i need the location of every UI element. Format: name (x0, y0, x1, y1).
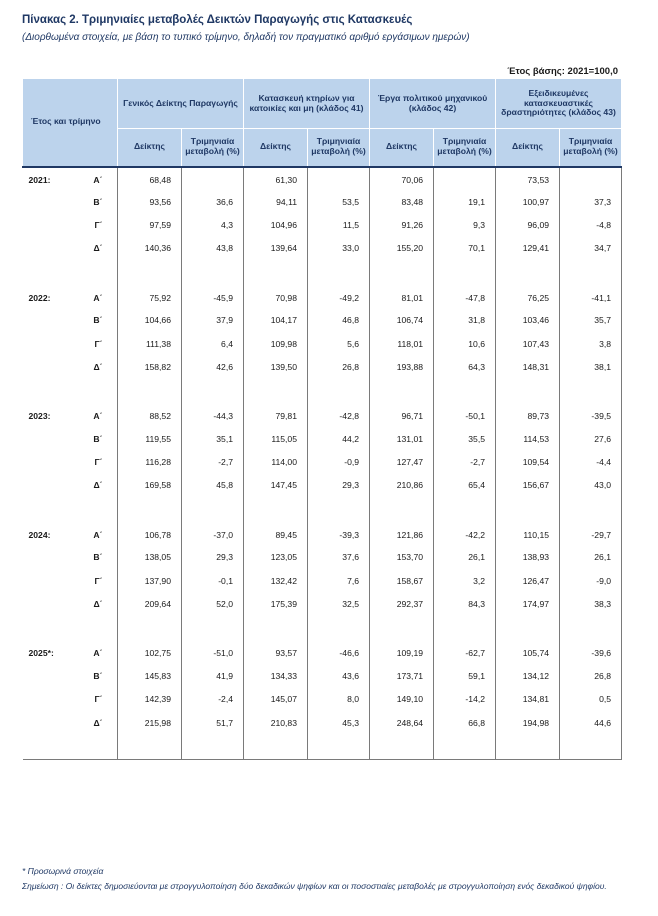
year-label: 2021: (28, 174, 51, 185)
change-cell: 26,1 (434, 546, 496, 569)
index-cell: 145,83 (118, 664, 182, 687)
change-cell: -39,3 (308, 522, 370, 545)
spacer-cell (308, 379, 370, 404)
change-cell: 38,3 (560, 592, 622, 615)
spacer-cell (370, 379, 434, 404)
index-cell: 104,96 (244, 213, 308, 236)
table-row (23, 569, 622, 592)
table-row (23, 190, 622, 213)
change-cell: -44,3 (182, 404, 244, 427)
spacer-cell (434, 497, 496, 522)
index-cell: 109,19 (370, 641, 434, 664)
subheader-index: Δείκτης (244, 129, 308, 167)
year-label: 2023: (28, 411, 51, 422)
change-cell: 32,5 (308, 592, 370, 615)
spacer-cell (496, 616, 560, 641)
quarter-label: Δ΄ (93, 243, 103, 254)
index-cell: 105,74 (496, 641, 560, 664)
change-cell: 4,3 (182, 213, 244, 236)
change-cell: -14,2 (434, 688, 496, 711)
spacer-cell (434, 616, 496, 641)
change-cell (308, 167, 370, 190)
spacer-cell (182, 379, 244, 404)
index-cell: 61,30 (244, 167, 308, 190)
change-cell: 11,5 (308, 213, 370, 236)
row-label (23, 522, 118, 545)
index-cell: 110,15 (496, 522, 560, 545)
index-cell: 193,88 (370, 355, 434, 378)
table-row (23, 308, 622, 331)
row-label (23, 404, 118, 427)
change-cell: 59,1 (434, 664, 496, 687)
change-cell: 42,6 (182, 355, 244, 378)
change-cell: 35,5 (434, 427, 496, 450)
change-cell: -49,2 (308, 285, 370, 308)
table-row (23, 427, 622, 450)
change-cell: -62,7 (434, 641, 496, 664)
index-cell: 292,37 (370, 592, 434, 615)
change-cell: 5,6 (308, 332, 370, 355)
spacer-cell (560, 497, 622, 522)
row-label (23, 167, 118, 190)
index-cell: 68,48 (118, 167, 182, 190)
index-cell: 209,64 (118, 592, 182, 615)
group-header-specialised: Εξειδικευμένες κατασκευαστικές δραστηριότητες (κλάδος 43) (496, 79, 622, 129)
change-cell: 43,0 (560, 474, 622, 497)
spacer-cell (244, 497, 308, 522)
index-cell: 148,31 (496, 355, 560, 378)
change-cell: 7,6 (308, 569, 370, 592)
index-cell: 138,05 (118, 546, 182, 569)
spacer-row (23, 260, 622, 285)
table-row (23, 711, 622, 734)
index-cell: 153,70 (370, 546, 434, 569)
spacer-cell (23, 260, 118, 285)
change-cell: 36,6 (182, 190, 244, 213)
base-year-label: Έτος βάσης: 2021=100,0 (507, 66, 618, 77)
change-cell (560, 167, 622, 190)
index-cell: 121,86 (370, 522, 434, 545)
index-cell: 156,67 (496, 474, 560, 497)
production-index-table (22, 78, 622, 760)
change-cell: -42,8 (308, 404, 370, 427)
index-cell: 104,66 (118, 308, 182, 331)
change-cell: 35,1 (182, 427, 244, 450)
spacer-cell (244, 379, 308, 404)
index-cell: 145,07 (244, 688, 308, 711)
spacer-cell (118, 379, 182, 404)
index-cell: 142,39 (118, 688, 182, 711)
change-cell: 37,3 (560, 190, 622, 213)
change-cell: 6,4 (182, 332, 244, 355)
spacer-cell (496, 379, 560, 404)
spacer-cell (308, 616, 370, 641)
spacer-cell (23, 497, 118, 522)
index-cell: 89,73 (496, 404, 560, 427)
table-row (23, 641, 622, 664)
quarter-label: Α΄ (93, 292, 103, 303)
change-cell: 35,7 (560, 308, 622, 331)
index-cell: 114,53 (496, 427, 560, 450)
spacer-row (23, 734, 622, 759)
index-cell: 76,25 (496, 285, 560, 308)
spacer-cell (496, 497, 560, 522)
row-label (23, 474, 118, 497)
quarter-label: Β΄ (93, 315, 103, 326)
change-cell: 10,6 (434, 332, 496, 355)
index-cell: 102,75 (118, 641, 182, 664)
spacer-row (23, 379, 622, 404)
index-cell: 96,09 (496, 213, 560, 236)
index-cell: 114,00 (244, 450, 308, 473)
row-label (23, 427, 118, 450)
change-cell: -51,0 (182, 641, 244, 664)
quarter-label: Δ΄ (93, 599, 103, 610)
change-cell: -2,7 (182, 450, 244, 473)
spacer-cell (434, 260, 496, 285)
change-cell: -47,8 (434, 285, 496, 308)
change-cell: 45,8 (182, 474, 244, 497)
subheader-index: Δείκτης (118, 129, 182, 167)
change-cell: 46,8 (308, 308, 370, 331)
spacer-row (23, 616, 622, 641)
spacer-cell (560, 734, 622, 759)
index-cell: 89,45 (244, 522, 308, 545)
change-cell: 26,8 (560, 664, 622, 687)
change-cell: -0,9 (308, 450, 370, 473)
change-cell: 33,0 (308, 237, 370, 260)
year-label: 2025*: (28, 648, 54, 659)
index-cell: 169,58 (118, 474, 182, 497)
spacer-cell (308, 734, 370, 759)
index-cell: 132,42 (244, 569, 308, 592)
index-cell: 97,59 (118, 213, 182, 236)
quarter-label: Β΄ (93, 433, 103, 444)
change-cell: 43,8 (182, 237, 244, 260)
change-cell: 51,7 (182, 711, 244, 734)
change-cell: -41,1 (560, 285, 622, 308)
table-subtitle: (Διορθωμένα στοιχεία, με βάση το τυπικό τρίμηνο, δηλαδή τον πραγματικό αριθμό εργάσιμων ημερών) (22, 32, 470, 43)
spacer-cell (23, 734, 118, 759)
index-cell: 129,41 (496, 237, 560, 260)
table-row (23, 355, 622, 378)
index-cell: 111,38 (118, 332, 182, 355)
index-cell: 210,86 (370, 474, 434, 497)
spacer-cell (560, 260, 622, 285)
change-cell: 70,1 (434, 237, 496, 260)
change-cell: -42,2 (434, 522, 496, 545)
group-header-buildings: Κατασκευή κτηρίων για κατοικίες και μη (κλάδος 41) (244, 79, 370, 129)
change-cell: -2,4 (182, 688, 244, 711)
table-row (23, 213, 622, 236)
change-cell: 19,1 (434, 190, 496, 213)
table-row (23, 522, 622, 545)
table-row (23, 592, 622, 615)
quarter-label: Γ΄ (94, 694, 103, 705)
quarter-label: Δ΄ (93, 480, 103, 491)
group-header-general: Γενικός Δείκτης Παραγωγής (118, 79, 244, 129)
spacer-cell (182, 616, 244, 641)
index-cell: 88,52 (118, 404, 182, 427)
index-cell: 106,78 (118, 522, 182, 545)
change-cell: 31,8 (434, 308, 496, 331)
spacer-cell (244, 616, 308, 641)
quarter-label: Δ΄ (93, 717, 103, 728)
index-cell: 127,47 (370, 450, 434, 473)
spacer-cell (182, 260, 244, 285)
index-cell: 94,11 (244, 190, 308, 213)
index-cell: 215,98 (118, 711, 182, 734)
row-label (23, 592, 118, 615)
row-label (23, 285, 118, 308)
index-cell: 70,06 (370, 167, 434, 190)
change-cell: -2,7 (434, 450, 496, 473)
index-cell: 75,92 (118, 285, 182, 308)
index-cell: 134,81 (496, 688, 560, 711)
row-label (23, 332, 118, 355)
change-cell: 37,6 (308, 546, 370, 569)
year-label: 2022: (28, 292, 51, 303)
quarter-label: Α΄ (93, 648, 103, 659)
change-cell (182, 167, 244, 190)
subheader-change: Τριμηνιαία μεταβολή (%) (434, 129, 496, 167)
index-cell: 73,53 (496, 167, 560, 190)
change-cell: 45,3 (308, 711, 370, 734)
index-cell: 81,01 (370, 285, 434, 308)
quarter-label: Γ΄ (94, 575, 103, 586)
index-cell: 158,67 (370, 569, 434, 592)
row-label (23, 355, 118, 378)
subheader-change: Τριμηνιαία μεταβολή (%) (560, 129, 622, 167)
row-label (23, 641, 118, 664)
row-label (23, 664, 118, 687)
change-cell: 53,5 (308, 190, 370, 213)
change-cell: -39,6 (560, 641, 622, 664)
index-cell: 91,26 (370, 213, 434, 236)
index-cell: 134,12 (496, 664, 560, 687)
index-cell: 131,01 (370, 427, 434, 450)
footnote-provisional: * Προσωρινά στοιχεία (22, 866, 104, 876)
index-cell: 115,05 (244, 427, 308, 450)
change-cell: -46,6 (308, 641, 370, 664)
index-cell: 147,45 (244, 474, 308, 497)
row-label (23, 688, 118, 711)
row-label (23, 711, 118, 734)
index-cell: 248,64 (370, 711, 434, 734)
spacer-cell (370, 497, 434, 522)
change-cell: 44,2 (308, 427, 370, 450)
quarter-label: Α΄ (93, 174, 103, 185)
change-cell: -39,5 (560, 404, 622, 427)
spacer-cell (182, 734, 244, 759)
table-row (23, 450, 622, 473)
change-cell (434, 167, 496, 190)
index-cell: 109,54 (496, 450, 560, 473)
change-cell: -50,1 (434, 404, 496, 427)
quarter-label: Γ΄ (94, 338, 103, 349)
spacer-cell (434, 734, 496, 759)
change-cell: -37,0 (182, 522, 244, 545)
change-cell: 66,8 (434, 711, 496, 734)
change-cell: 64,3 (434, 355, 496, 378)
index-cell: 139,50 (244, 355, 308, 378)
spacer-cell (560, 616, 622, 641)
table-row (23, 474, 622, 497)
change-cell: 3,2 (434, 569, 496, 592)
group-header-civil-engineering: Έργα πολιτικού μηχανικού (κλάδος 42) (370, 79, 496, 129)
index-cell: 134,33 (244, 664, 308, 687)
quarter-label: Β΄ (93, 196, 103, 207)
index-cell: 103,46 (496, 308, 560, 331)
index-cell: 194,98 (496, 711, 560, 734)
table-body (23, 167, 622, 760)
year-label: 2024: (28, 529, 51, 540)
spacer-cell (370, 260, 434, 285)
change-cell: 34,7 (560, 237, 622, 260)
index-cell: 109,98 (244, 332, 308, 355)
change-cell: 27,6 (560, 427, 622, 450)
table-title: Πίνακας 2. Τριμηνιαίες μεταβολές Δεικτών Παραγωγής στις Κατασκευές (22, 14, 413, 26)
change-cell: 84,3 (434, 592, 496, 615)
quarter-label: Γ΄ (94, 219, 103, 230)
subheader-change: Τριμηνιαία μεταβολή (%) (182, 129, 244, 167)
row-label (23, 237, 118, 260)
index-cell: 140,36 (118, 237, 182, 260)
index-cell: 123,05 (244, 546, 308, 569)
row-label (23, 308, 118, 331)
change-cell: 3,8 (560, 332, 622, 355)
change-cell: -4,8 (560, 213, 622, 236)
change-cell: 43,6 (308, 664, 370, 687)
index-cell: 158,82 (118, 355, 182, 378)
index-cell: 173,71 (370, 664, 434, 687)
change-cell: 0,5 (560, 688, 622, 711)
table-row (23, 688, 622, 711)
table-row (23, 167, 622, 190)
table-row (23, 237, 622, 260)
spacer-row (23, 497, 622, 522)
index-cell: 93,57 (244, 641, 308, 664)
index-cell: 149,10 (370, 688, 434, 711)
row-label (23, 213, 118, 236)
change-cell: 26,1 (560, 546, 622, 569)
index-cell: 100,97 (496, 190, 560, 213)
change-cell: 9,3 (434, 213, 496, 236)
change-cell: 8,0 (308, 688, 370, 711)
subheader-index: Δείκτης (496, 129, 560, 167)
table-row (23, 546, 622, 569)
index-cell: 155,20 (370, 237, 434, 260)
quarter-label: Α΄ (93, 411, 103, 422)
spacer-cell (23, 379, 118, 404)
index-cell: 116,28 (118, 450, 182, 473)
change-cell: -29,7 (560, 522, 622, 545)
row-label (23, 450, 118, 473)
change-cell: -4,4 (560, 450, 622, 473)
quarter-label: Β΄ (93, 670, 103, 681)
index-cell: 106,74 (370, 308, 434, 331)
change-cell: 41,9 (182, 664, 244, 687)
spacer-cell (496, 734, 560, 759)
table-row (23, 404, 622, 427)
spacer-cell (244, 734, 308, 759)
index-cell: 79,81 (244, 404, 308, 427)
spacer-cell (118, 734, 182, 759)
change-cell: 52,0 (182, 592, 244, 615)
change-cell: -0,1 (182, 569, 244, 592)
table-row (23, 664, 622, 687)
index-cell: 175,39 (244, 592, 308, 615)
spacer-cell (496, 260, 560, 285)
index-cell: 126,47 (496, 569, 560, 592)
spacer-cell (118, 616, 182, 641)
index-cell: 104,17 (244, 308, 308, 331)
table-row (23, 332, 622, 355)
index-cell: 210,83 (244, 711, 308, 734)
change-cell: 65,4 (434, 474, 496, 497)
index-cell: 93,56 (118, 190, 182, 213)
index-cell: 118,01 (370, 332, 434, 355)
index-cell: 107,43 (496, 332, 560, 355)
spacer-cell (118, 260, 182, 285)
spacer-cell (370, 734, 434, 759)
change-cell: 29,3 (308, 474, 370, 497)
change-cell: -9,0 (560, 569, 622, 592)
spacer-cell (244, 260, 308, 285)
quarter-label: Α΄ (93, 529, 103, 540)
row-label (23, 569, 118, 592)
corner-header: Έτος και τρίμηνο (23, 79, 118, 167)
quarter-label: Β΄ (93, 552, 103, 563)
row-label (23, 546, 118, 569)
subheader-change: Τριμηνιαία μεταβολή (%) (308, 129, 370, 167)
spacer-cell (118, 497, 182, 522)
change-cell: 29,3 (182, 546, 244, 569)
spacer-cell (182, 497, 244, 522)
spacer-cell (23, 616, 118, 641)
index-cell: 138,93 (496, 546, 560, 569)
subheader-index: Δείκτης (370, 129, 434, 167)
change-cell: 44,6 (560, 711, 622, 734)
spacer-cell (370, 616, 434, 641)
row-label (23, 190, 118, 213)
change-cell: 37,9 (182, 308, 244, 331)
index-cell: 137,90 (118, 569, 182, 592)
index-cell: 119,55 (118, 427, 182, 450)
index-cell: 83,48 (370, 190, 434, 213)
change-cell: 38,1 (560, 355, 622, 378)
spacer-cell (308, 260, 370, 285)
index-cell: 70,98 (244, 285, 308, 308)
change-cell: 26,8 (308, 355, 370, 378)
spacer-cell (434, 379, 496, 404)
index-cell: 139,64 (244, 237, 308, 260)
index-cell: 96,71 (370, 404, 434, 427)
quarter-label: Γ΄ (94, 457, 103, 468)
change-cell: -45,9 (182, 285, 244, 308)
footnote-note: Σημείωση : Οι δείκτες δημοσιεύονται με στρογγυλοποίηση δύο δεκαδικών ψηφίων και οι ποσοστιαίες μεταβολές με στρογγυλοποίηση ενός δεκαδικού ψηφίου. (22, 881, 607, 891)
quarter-label: Δ΄ (93, 361, 103, 372)
spacer-cell (560, 379, 622, 404)
table-row (23, 285, 622, 308)
spacer-cell (308, 497, 370, 522)
index-cell: 174,97 (496, 592, 560, 615)
